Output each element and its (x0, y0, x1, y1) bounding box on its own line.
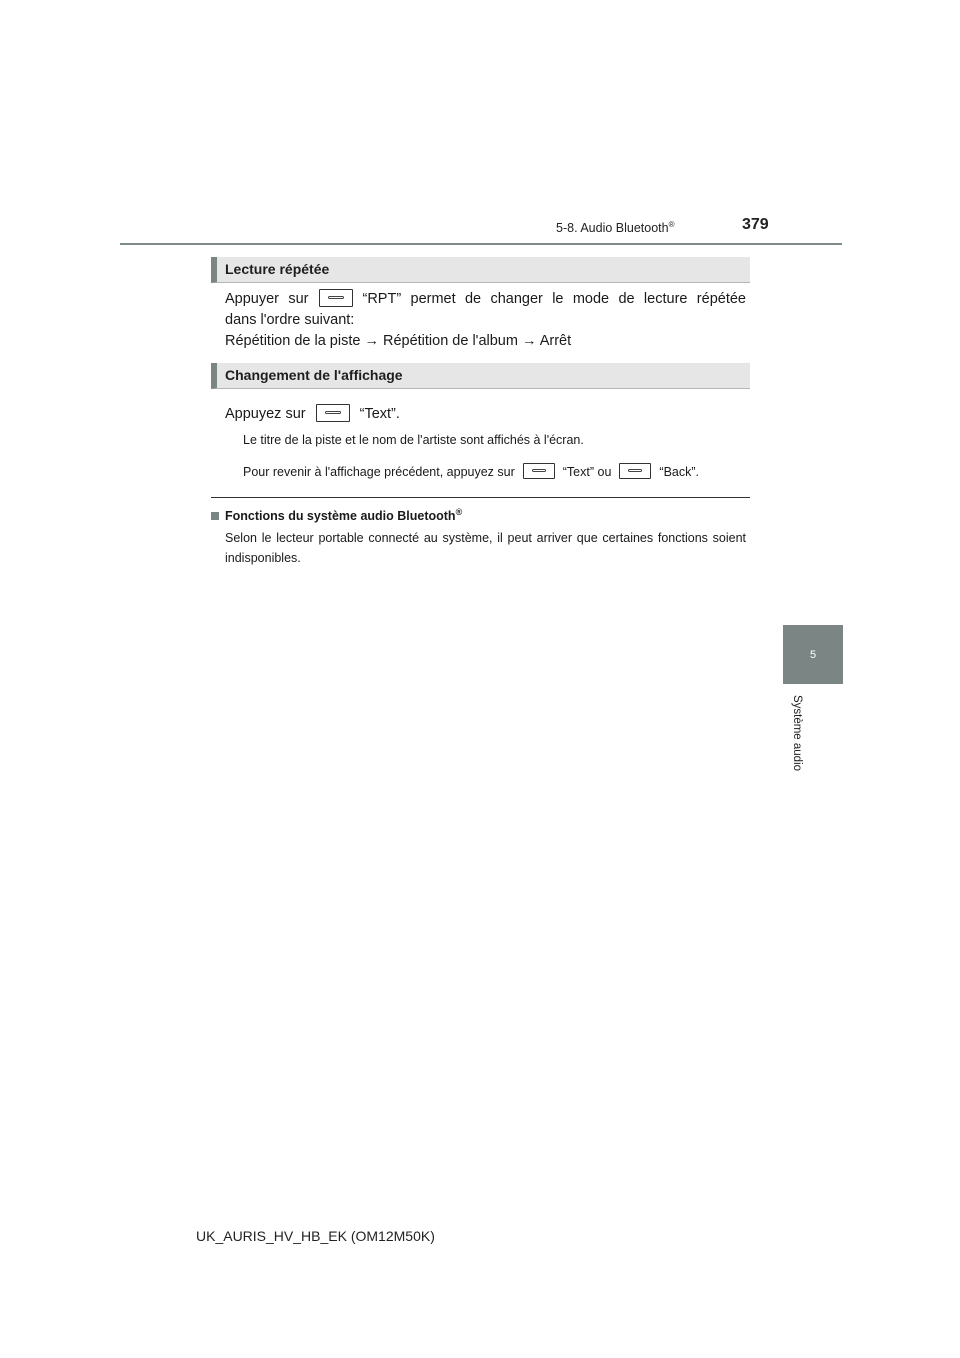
page-number: 379 (742, 216, 769, 233)
section-heading-display (211, 363, 750, 389)
button-icon (316, 404, 350, 422)
display-instruction-line: Appuyez sur “Text”. (225, 406, 400, 422)
button-icon (319, 289, 353, 307)
button-icon (523, 463, 555, 479)
section-divider (211, 497, 750, 498)
section-heading-text: Changement de l'affichage (225, 367, 403, 383)
section-heading-text: Lecture répétée (225, 261, 330, 277)
square-bullet-icon (211, 512, 219, 520)
repeat-sequence: Répétition de la piste → Répétition de l'album → Arrêt (225, 333, 572, 349)
header-rule (120, 243, 842, 245)
chapter-tab: 5 (783, 625, 843, 684)
display-note-1: Le titre de la piste et le nom de l'artiste sont affichés à l'écran. (243, 433, 584, 447)
note-text: Selon le lecteur portable connecté au système, il peut arriver que certaines fonctions soient indisponibles. (225, 531, 746, 565)
repeat-order-line: dans l'ordre suivant: (225, 312, 355, 328)
display-note-2: Pour revenir à l'affichage précédent, appuyez sur “Text” ou “Back”. (243, 465, 699, 479)
note-title: Fonctions du système audio Bluetooth® (211, 507, 462, 523)
running-header: 5-8. Audio Bluetooth® (556, 220, 675, 236)
repeat-instruction-line: Appuyer sur “RPT” permet de changer le mode de lecture répétée (225, 291, 746, 307)
section-heading-repeat (211, 257, 750, 283)
document-code: UK_AURIS_HV_HB_EK (OM12M50K) (196, 1228, 435, 1244)
button-icon (619, 463, 651, 479)
chapter-label: Système audio (791, 694, 803, 772)
